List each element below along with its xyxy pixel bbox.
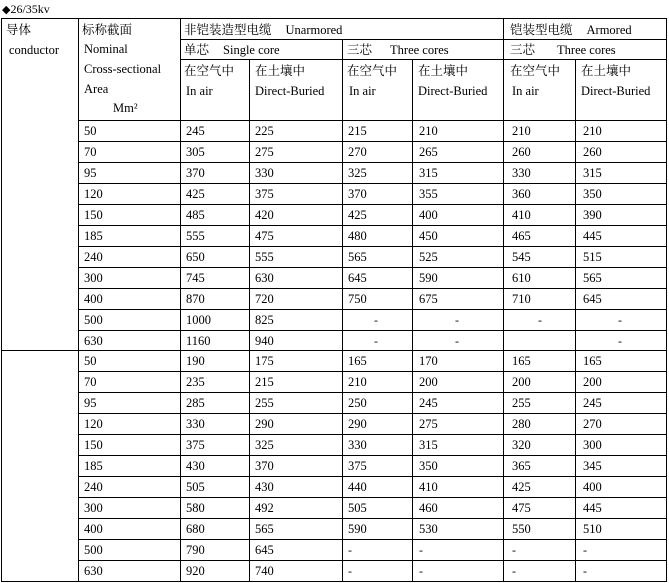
ampacity-value: 200 xyxy=(419,375,438,389)
ampacity-value: 165 xyxy=(583,354,602,368)
area-value: 240 xyxy=(84,480,103,494)
ampacity-value: 345 xyxy=(583,459,602,473)
ampacity-value: 920 xyxy=(186,564,205,578)
ampacity-value: 675 xyxy=(419,292,438,306)
ampacity-value: 550 xyxy=(512,522,531,536)
ampacity-value: 425 xyxy=(512,480,531,494)
area-value: 400 xyxy=(84,522,103,536)
ampacity-value: 350 xyxy=(583,187,602,201)
armored-cn: 铠装型电缆 xyxy=(510,22,573,37)
ampacity-value: 330 xyxy=(512,166,531,180)
ampacity-value: 210 xyxy=(583,124,602,138)
ampacity-value: 430 xyxy=(186,459,205,473)
air-cn-1: 在空气中 xyxy=(184,63,235,78)
air-cn-2: 在空气中 xyxy=(347,63,398,78)
ampacity-value: 255 xyxy=(512,396,531,410)
ampacity-value: 170 xyxy=(419,354,438,368)
area-en-3: Area xyxy=(84,82,109,96)
conductor-en: conductor xyxy=(9,43,59,57)
area-value: 400 xyxy=(84,292,103,306)
ampacity-value: 190 xyxy=(186,354,205,368)
unarmored-en: Unarmored xyxy=(285,23,343,37)
ampacity-value: 370 xyxy=(348,187,367,201)
ampacity-value: - xyxy=(538,313,542,327)
area-value: 120 xyxy=(84,187,103,201)
ampacity-value: 565 xyxy=(348,250,367,264)
area-value: 300 xyxy=(84,501,103,515)
ampacity-value: 425 xyxy=(186,187,205,201)
ampacity-value: 290 xyxy=(348,417,367,431)
air-en-2: In air xyxy=(349,84,376,98)
air-en-3: In air xyxy=(512,84,539,98)
ampacity-value: 440 xyxy=(348,480,367,494)
ampacity-value: 740 xyxy=(255,564,274,578)
area-en-2: Cross-sectional xyxy=(84,62,162,76)
area-value: 95 xyxy=(84,166,97,180)
single-en: Single core xyxy=(223,43,280,57)
ampacity-value: 315 xyxy=(419,438,438,452)
area-value: 70 xyxy=(84,375,97,389)
ampacity-value: 465 xyxy=(512,229,531,243)
ampacity-value: 680 xyxy=(186,522,205,536)
ampacity-value: 390 xyxy=(583,208,602,222)
ampacity-value: 360 xyxy=(512,187,531,201)
ampacity-value: 365 xyxy=(512,459,531,473)
ampacity-value: 940 xyxy=(255,334,274,348)
ampacity-value: 430 xyxy=(255,480,274,494)
ampacity-value: 420 xyxy=(255,208,274,222)
ampacity-value: - xyxy=(348,543,352,557)
ampacity-value: 485 xyxy=(186,208,205,222)
ampacity-value: 590 xyxy=(348,522,367,536)
buried-en-2: Direct-Buried xyxy=(418,84,488,98)
ampacity-value: 492 xyxy=(255,501,274,515)
ampacity-value: 215 xyxy=(255,375,274,389)
ampacity-value: 165 xyxy=(348,354,367,368)
ampacity-value: 750 xyxy=(348,292,367,306)
ampacity-value: 460 xyxy=(419,501,438,515)
ampacity-value: 645 xyxy=(583,292,602,306)
area-value: 50 xyxy=(84,124,97,138)
area-value: 500 xyxy=(84,543,103,557)
ampacity-value: 210 xyxy=(512,124,531,138)
ampacity-value: 375 xyxy=(348,459,367,473)
ampacity-value: 790 xyxy=(186,543,205,557)
ampacity-value: 565 xyxy=(255,522,274,536)
ampacity-value: 350 xyxy=(419,459,438,473)
ampacity-value: 545 xyxy=(512,250,531,264)
ampacity-value: 315 xyxy=(583,166,602,180)
area-value: 120 xyxy=(84,417,103,431)
ampacity-value: - xyxy=(348,564,352,578)
ampacity-value: 565 xyxy=(583,271,602,285)
ampacity-value: 260 xyxy=(512,145,531,159)
ampacity-value: 260 xyxy=(583,145,602,159)
area-value: 185 xyxy=(84,229,103,243)
ampacity-value: 450 xyxy=(419,229,438,243)
ampacity-value: 370 xyxy=(186,166,205,180)
ampacity-value: 270 xyxy=(348,145,367,159)
ampacity-value: 285 xyxy=(186,396,205,410)
ampacity-value: 200 xyxy=(583,375,602,389)
ampacity-value: 165 xyxy=(512,354,531,368)
ampacity-value: 315 xyxy=(419,166,438,180)
ampacity-value: 650 xyxy=(186,250,205,264)
ampacity-value: 745 xyxy=(186,271,205,285)
ampacity-value: 475 xyxy=(512,501,531,515)
ampacity-value: 330 xyxy=(348,438,367,452)
area-value: 300 xyxy=(84,271,103,285)
area-value: 630 xyxy=(84,564,103,578)
ampacity-value: 245 xyxy=(583,396,602,410)
ampacity-value: - xyxy=(583,543,587,557)
area-en-1: Nominal xyxy=(84,42,128,56)
ampacity-value: 825 xyxy=(255,313,274,327)
area-unit: Mm² xyxy=(113,101,138,115)
ampacity-value: 330 xyxy=(186,417,205,431)
ampacity-value: 375 xyxy=(186,438,205,452)
ampacity-value: 375 xyxy=(255,187,274,201)
buried-en-1: Direct-Buried xyxy=(255,84,325,98)
ampacity-value: 330 xyxy=(255,166,274,180)
three-en: Three cores xyxy=(390,43,449,57)
air-cn-3: 在空气中 xyxy=(510,63,561,78)
ampacity-value: 320 xyxy=(512,438,531,452)
ampacity-value: 590 xyxy=(419,271,438,285)
ampacity-value: 515 xyxy=(583,250,602,264)
ampacity-value: 210 xyxy=(419,124,438,138)
conductor-cn: 导体 xyxy=(6,22,32,37)
ampacity-value: 275 xyxy=(255,145,274,159)
three2-cn: 三芯 xyxy=(510,42,536,57)
ampacity-value: 1160 xyxy=(186,334,211,348)
ampacity-value: 445 xyxy=(583,229,602,243)
ampacity-value: - xyxy=(455,313,459,327)
ampacity-value: 445 xyxy=(583,501,602,515)
ampacity-value: 645 xyxy=(255,543,274,557)
single-core-header xyxy=(184,40,280,60)
ampacity-value: 580 xyxy=(186,501,205,515)
ampacity-value: 300 xyxy=(583,438,602,452)
ampacity-value: 305 xyxy=(186,145,205,159)
ampacity-value: - xyxy=(618,313,622,327)
ampacity-value: 410 xyxy=(419,480,438,494)
ampacity-value: 530 xyxy=(419,522,438,536)
area-value: 70 xyxy=(84,145,97,159)
ampacity-value: 505 xyxy=(348,501,367,515)
ampacity-value: 1000 xyxy=(186,313,211,327)
ampacity-value: 275 xyxy=(419,417,438,431)
ampacity-value: 610 xyxy=(512,271,531,285)
ampacity-value: - xyxy=(419,564,423,578)
ampacity-value: - xyxy=(618,334,622,348)
ampacity-value: 645 xyxy=(348,271,367,285)
voltage-label: 26/35kv xyxy=(10,2,50,16)
ampacity-value: 480 xyxy=(348,229,367,243)
three-core-header xyxy=(347,40,449,60)
area-value: 50 xyxy=(84,354,97,368)
air-en-1: In air xyxy=(186,84,213,98)
single-cn: 单芯 xyxy=(184,42,210,57)
ampacity-value: 245 xyxy=(186,124,205,138)
ampacity-value: 525 xyxy=(419,250,438,264)
ampacity-value: - xyxy=(419,543,423,557)
ampacity-value: 505 xyxy=(186,480,205,494)
three2-en: Three cores xyxy=(557,43,616,57)
area-value: 500 xyxy=(84,313,103,327)
buried-en-3: Direct-Buried xyxy=(581,84,651,98)
ampacity-value: 720 xyxy=(255,292,274,306)
buried-cn-3: 在土壤中 xyxy=(581,63,632,78)
ampacity-value: 215 xyxy=(348,124,367,138)
ampacity-value: - xyxy=(455,334,459,348)
ampacity-value: 355 xyxy=(419,187,438,201)
ampacity-value: - xyxy=(512,543,516,557)
ampacity-value: 265 xyxy=(419,145,438,159)
ampacity-value: 175 xyxy=(255,354,274,368)
ampacity-value: 210 xyxy=(348,375,367,389)
three-core-armored-header xyxy=(510,40,616,60)
ampacity-value: 370 xyxy=(255,459,274,473)
ampacity-value: 510 xyxy=(583,522,602,536)
area-value: 185 xyxy=(84,459,103,473)
ampacity-value: 325 xyxy=(348,166,367,180)
ampacity-value: 400 xyxy=(583,480,602,494)
ampacity-value: - xyxy=(583,564,587,578)
ampacity-value: - xyxy=(512,564,516,578)
unarmored-cn: 非铠装造型电缆 xyxy=(184,22,272,37)
ampacity-value: 870 xyxy=(186,292,205,306)
ampacity-value: 710 xyxy=(512,292,531,306)
area-value: 150 xyxy=(84,208,103,222)
ampacity-value: 410 xyxy=(512,208,531,222)
armored-en: Armored xyxy=(586,23,632,37)
ampacity-value: 555 xyxy=(255,250,274,264)
ampacity-value: 630 xyxy=(255,271,274,285)
buried-cn-1: 在土壤中 xyxy=(255,63,306,78)
ampacity-value: 235 xyxy=(186,375,205,389)
area-value: 630 xyxy=(84,334,103,348)
unarmored-header xyxy=(184,20,342,40)
ampacity-value: 475 xyxy=(255,229,274,243)
ampacity-value: 270 xyxy=(583,417,602,431)
area-value: 150 xyxy=(84,438,103,452)
ampacity-value: 325 xyxy=(255,438,274,452)
ampacity-value: 225 xyxy=(255,124,274,138)
ampacity-value: 245 xyxy=(419,396,438,410)
area-value: 95 xyxy=(84,396,97,410)
ampacity-value: 290 xyxy=(255,417,274,431)
ampacity-value: 280 xyxy=(512,417,531,431)
area-value: 240 xyxy=(84,250,103,264)
ampacity-value: 400 xyxy=(419,208,438,222)
area-cn: 标称截面 xyxy=(82,22,133,37)
diamond-icon: ◆ xyxy=(2,4,11,16)
ampacity-value: - xyxy=(374,313,378,327)
buried-cn-2: 在土壤中 xyxy=(418,63,469,78)
ampacity-value: - xyxy=(374,334,378,348)
ampacity-value: 250 xyxy=(348,396,367,410)
armored-header xyxy=(510,20,632,40)
ampacity-value: 425 xyxy=(348,208,367,222)
ampacity-value: 200 xyxy=(512,375,531,389)
ampacity-value: 255 xyxy=(255,396,274,410)
three-cn: 三芯 xyxy=(347,42,373,57)
ampacity-value: 555 xyxy=(186,229,205,243)
